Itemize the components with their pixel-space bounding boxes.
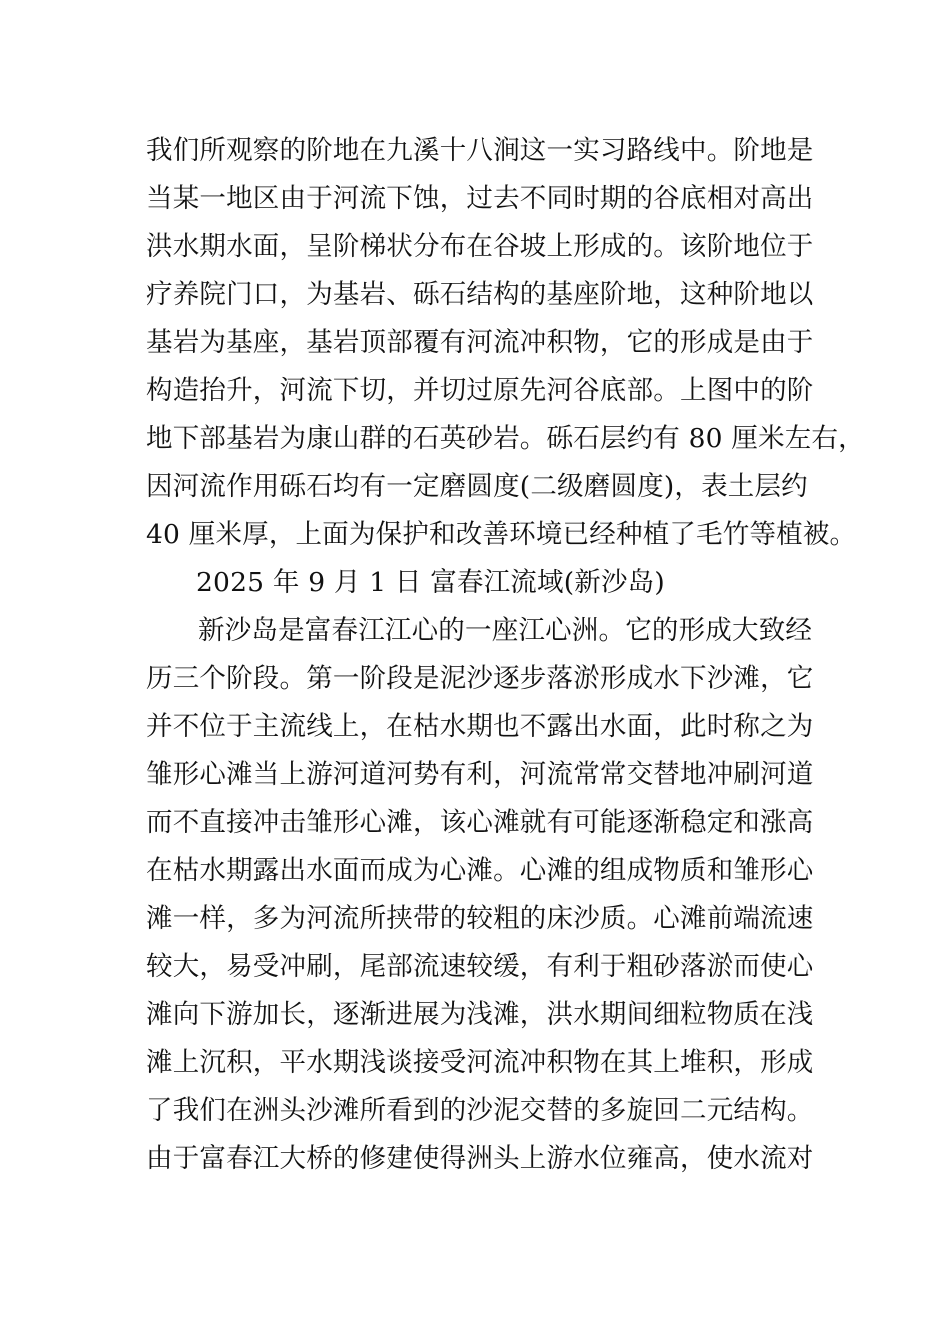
text-line: 较大，易受冲刷，尾部流速较缓，有利于粗砂落淤而使心: [146, 951, 814, 982]
text-line: 地下部基岩为康山群的石英砂岩。砾石层约有 80 厘米左右，: [146, 423, 865, 454]
text-line: 疗养院门口，为基岩、砾石结构的基座阶地，这种阶地以: [146, 279, 814, 310]
text-line: 洪水期水面，呈阶梯状分布在谷坡上形成的。该阶地位于: [146, 231, 814, 262]
text-line: 滩上沉积，平水期浅谈接受河流冲积物在其上堆积，形成: [146, 1047, 814, 1078]
date-heading: 2025 年 9 月 1 日 富春江流域(新沙岛): [196, 567, 665, 598]
text-line: 当某一地区由于河流下蚀，过去不同时期的谷底相对高出: [146, 183, 814, 214]
text-line: 40 厘米厚，上面为保护和改善环境已经种植了毛竹等植被。: [146, 519, 857, 550]
text-line: 基岩为基座，基岩顶部覆有河流冲积物，它的形成是由于: [146, 327, 814, 358]
text-line: 我们所观察的阶地在九溪十八涧这一实习路线中。阶地是: [146, 135, 814, 166]
text-line: 滩向下游加长，逐渐进展为浅滩，洪水期间细粒物质在浅: [146, 999, 814, 1030]
text-line: 由于富春江大桥的修建使得洲头上游水位雍高，使水流对: [146, 1143, 814, 1174]
text-line: 在枯水期露出水面而成为心滩。心滩的组成物质和雏形心: [146, 855, 814, 886]
text-line: 雏形心滩当上游河道河势有利，河流常常交替地冲刷河道: [146, 759, 814, 790]
text-line: 滩一样，多为河流所挟带的较粗的床沙质。心滩前端流速: [146, 903, 814, 934]
text-line: 历三个阶段。第一阶段是泥沙逐步落淤形成水下沙滩，它: [146, 663, 814, 694]
text-line: 因河流作用砾石均有一定磨圆度(二级磨圆度)，表土层约: [146, 471, 808, 502]
text-line: 构造抬升，河流下切，并切过原先河谷底部。上图中的阶: [146, 375, 814, 406]
text-line: 并不位于主流线上，在枯水期也不露出水面，此时称之为: [146, 711, 814, 742]
text-line: 而不直接冲击雏形心滩，该心滩就有可能逐渐稳定和涨高: [146, 807, 814, 838]
text-line: 新沙岛是富春江江心的一座江心洲。它的形成大致经: [198, 615, 813, 646]
text-line: 了我们在洲头沙滩所看到的沙泥交替的多旋回二元结构。: [146, 1095, 814, 1126]
